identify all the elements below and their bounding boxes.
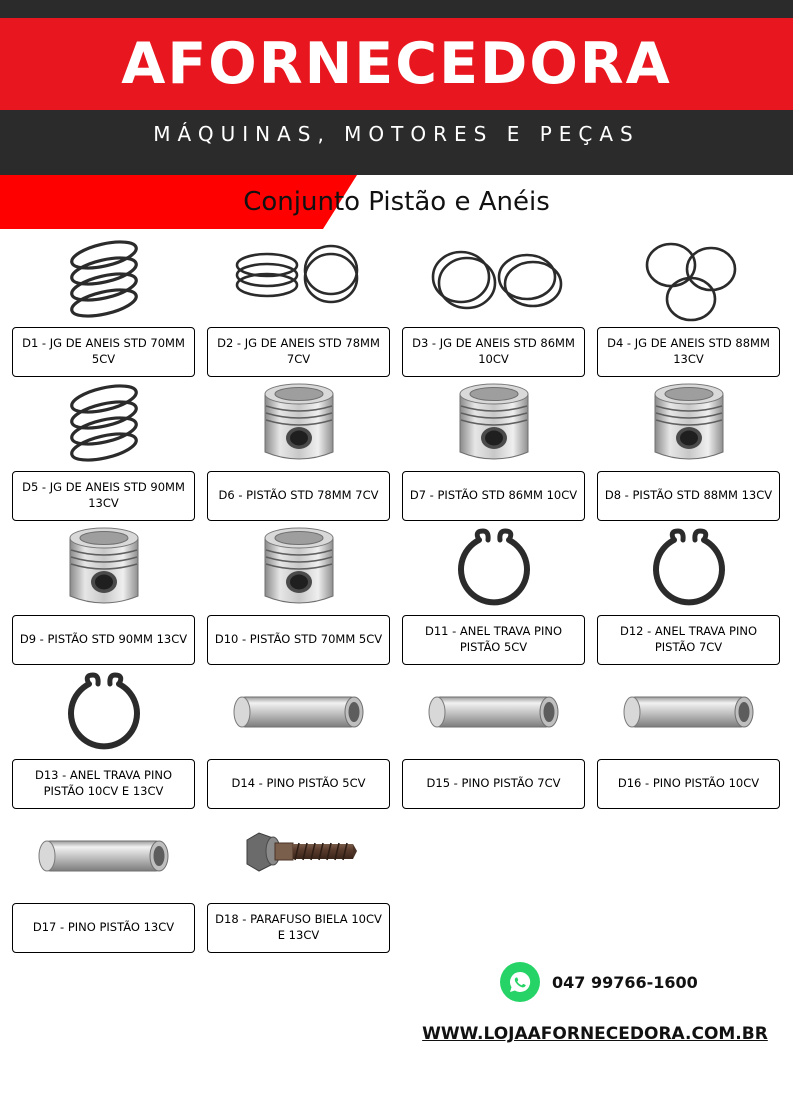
product-cell-d5[interactable]: [8, 379, 199, 521]
page-title: Conjunto Pistão e Anéis: [243, 187, 550, 217]
product-cell-d11[interactable]: [398, 523, 589, 665]
rings-overlap-icon: [398, 235, 589, 327]
product-label: D17 - PINO PISTÃO 13CV: [12, 903, 195, 953]
title-band: [0, 175, 793, 229]
website-link[interactable]: WWW.LOJAAFORNECEDORA.COM.BR: [422, 1024, 768, 1044]
product-cell-d1[interactable]: [8, 235, 199, 377]
product-label: D6 - PISTÃO STD 78MM 7CV: [207, 471, 390, 521]
rings-trio-icon: [593, 235, 784, 327]
piston-pin-icon: [8, 811, 199, 903]
product-label: D16 - PINO PISTÃO 10CV: [597, 759, 780, 809]
footer-contact: [404, 962, 786, 1044]
product-label: D4 - JG DE ANEIS STD 88MM 13CV: [597, 327, 780, 377]
product-row: [8, 379, 785, 521]
snap-ring-icon: [398, 523, 589, 615]
snap-ring-icon: [593, 523, 784, 615]
product-label: D15 - PINO PISTÃO 7CV: [402, 759, 585, 809]
product-row: [8, 811, 785, 953]
product-label: D14 - PINO PISTÃO 5CV: [207, 759, 390, 809]
product-label: D8 - PISTÃO STD 88MM 13CV: [597, 471, 780, 521]
piston-icon: [8, 523, 199, 615]
piston-pin-icon: [593, 667, 784, 759]
product-label: D9 - PISTÃO STD 90MM 13CV: [12, 615, 195, 665]
product-cell-d8[interactable]: [593, 379, 784, 521]
product-label: D10 - PISTÃO STD 70MM 5CV: [207, 615, 390, 665]
product-label: D12 - ANEL TRAVA PINO PISTÃO 7CV: [597, 615, 780, 665]
product-label: D13 - ANEL TRAVA PINO PISTÃO 10CV E 13CV: [12, 759, 195, 809]
product-cell-d7[interactable]: [398, 379, 589, 521]
product-cell-d13[interactable]: [8, 667, 199, 809]
product-label: D7 - PISTÃO STD 86MM 10CV: [402, 471, 585, 521]
product-label: D2 - JG DE ANEIS STD 78MM 7CV: [207, 327, 390, 377]
rings-stack-icon: [8, 235, 199, 327]
product-label: D5 - JG DE ANEIS STD 90MM 13CV: [12, 471, 195, 521]
connecting-rod-bolt-icon: [203, 811, 394, 903]
product-cell-d12[interactable]: [593, 523, 784, 665]
product-cell-d15[interactable]: [398, 667, 589, 809]
product-label: D18 - PARAFUSO BIELA 10CV E 13CV: [207, 903, 390, 953]
whatsapp-icon: [500, 962, 540, 1002]
header-banner: [0, 0, 793, 175]
brand-name: AFORNECEDORA: [121, 30, 672, 97]
piston-pin-icon: [203, 667, 394, 759]
whatsapp-contact[interactable]: [404, 962, 786, 1002]
product-cell-d10[interactable]: [203, 523, 394, 665]
phone-number: 047 99766-1600: [552, 972, 698, 992]
product-cell-d18[interactable]: [203, 811, 394, 953]
footer-spacer-2: [593, 811, 784, 953]
piston-icon: [203, 379, 394, 471]
product-label: D3 - JG DE ANEIS STD 86MM 10CV: [402, 327, 585, 377]
footer-spacer-1: [398, 811, 589, 953]
product-cell-d2[interactable]: [203, 235, 394, 377]
product-label: D11 - ANEL TRAVA PINO PISTÃO 5CV: [402, 615, 585, 665]
piston-icon: [398, 379, 589, 471]
product-cell-d17[interactable]: [8, 811, 199, 953]
piston-pin-icon: [398, 667, 589, 759]
product-cell-d3[interactable]: [398, 235, 589, 377]
product-cell-d9[interactable]: [8, 523, 199, 665]
rings-stack-icon: [8, 379, 199, 471]
product-cell-d14[interactable]: [203, 667, 394, 809]
brand-logo: [0, 18, 793, 110]
product-cell-d16[interactable]: [593, 667, 784, 809]
product-cell-d6[interactable]: [203, 379, 394, 521]
product-row: [8, 523, 785, 665]
rings-pair-icon: [203, 235, 394, 327]
product-row: [8, 235, 785, 377]
product-label: D1 - JG DE ANEIS STD 70MM 5CV: [12, 327, 195, 377]
snap-ring-icon: [8, 667, 199, 759]
piston-icon: [593, 379, 784, 471]
product-grid: [0, 229, 793, 953]
product-row: [8, 667, 785, 809]
product-cell-d4[interactable]: [593, 235, 784, 377]
brand-tagline: MÁQUINAS, MOTORES E PEÇAS: [153, 122, 640, 146]
piston-icon: [203, 523, 394, 615]
